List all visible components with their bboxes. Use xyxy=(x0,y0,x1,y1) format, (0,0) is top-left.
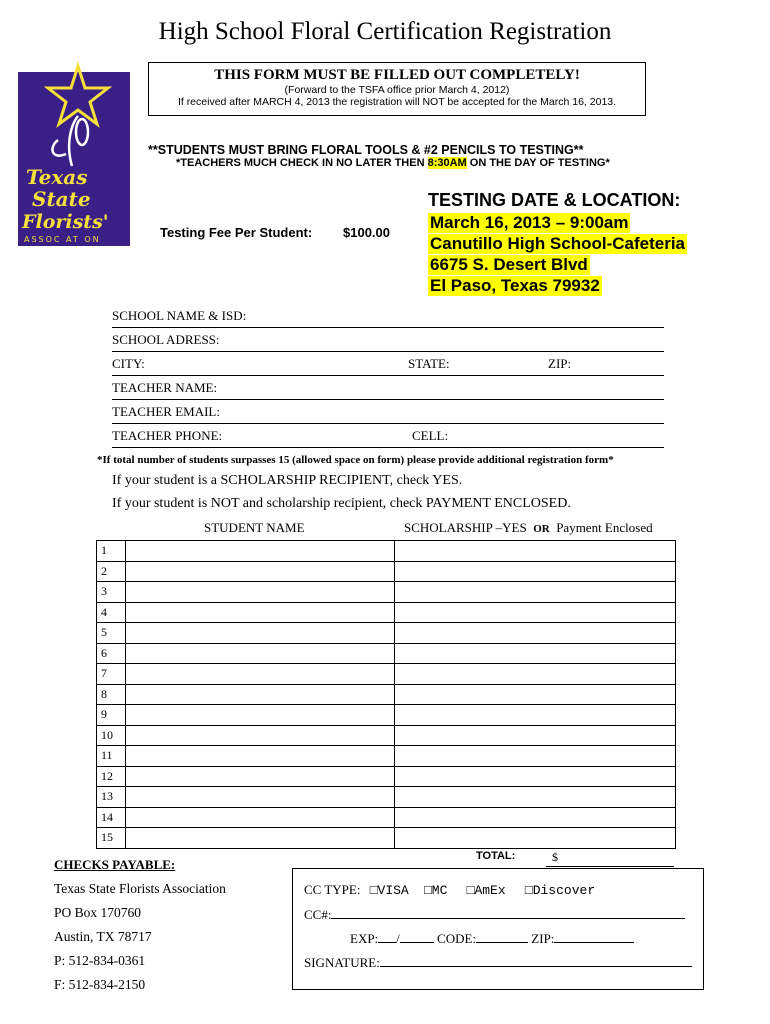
instruction-scholarship: If your student is a SCHOLARSHIP RECIPIENT, check YES. xyxy=(112,473,463,488)
testing-place: Canutillo High School-Cafeteria xyxy=(430,234,686,253)
table-row xyxy=(97,828,676,849)
fee-label: Testing Fee Per Student: xyxy=(160,225,313,240)
cc-option-mc[interactable]: □MC xyxy=(423,883,448,898)
code-line[interactable] xyxy=(476,930,528,943)
cell-label: CELL: xyxy=(412,428,449,443)
signature-line[interactable] xyxy=(380,954,692,967)
logo-text-3: Florists' xyxy=(22,211,109,233)
scholarship-cell[interactable] xyxy=(395,561,676,582)
signature-label: SIGNATURE: xyxy=(304,955,380,970)
student-name-cell[interactable] xyxy=(126,725,395,746)
teacher-name-label: TEACHER NAME: xyxy=(112,380,218,395)
instruction-line-1: THIS FORM MUST BE FILLED OUT COMPLETELY! xyxy=(214,67,580,83)
student-name-cell[interactable] xyxy=(126,541,395,562)
checks-line-4: P: 512-834-0361 xyxy=(54,953,146,968)
row-number: 15 xyxy=(97,828,126,849)
instruction-line-2: (Forward to the TSFA office prior March 4, 2012) xyxy=(284,84,510,96)
code-label: CODE: xyxy=(437,931,477,946)
cc-zip-label: ZIP: xyxy=(531,931,555,946)
school-name-field[interactable] xyxy=(112,304,664,328)
teachers-notice-pre: *TEACHERS MUCH CHECK IN NO LATER THEN xyxy=(176,157,428,169)
table-row xyxy=(97,561,676,582)
col-scholarship-label: SCHOLARSHIP –YES xyxy=(404,520,527,535)
zip-label: ZIP: xyxy=(548,356,572,371)
row-number: 12 xyxy=(97,766,126,787)
exp-month-line[interactable] xyxy=(378,930,396,943)
checks-line-5: F: 512-834-2150 xyxy=(54,977,146,992)
students-notice: **STUDENTS MUST BRING FLORAL TOOLS & #2 PENCILS TO TESTING** xyxy=(148,143,584,157)
school-name-label: SCHOOL NAME & ISD: xyxy=(112,308,247,323)
row-number: 11 xyxy=(97,746,126,767)
teacher-phone-field[interactable] xyxy=(112,424,664,448)
overflow-warning: *If total number of students surpasses 15 (allowed space on form) please provide additional registration form* xyxy=(97,454,614,466)
row-number: 13 xyxy=(97,787,126,808)
teacher-email-field[interactable] xyxy=(112,400,664,424)
student-name-cell[interactable] xyxy=(126,787,395,808)
student-name-cell[interactable] xyxy=(126,561,395,582)
table-row xyxy=(97,582,676,603)
cc-number-line[interactable] xyxy=(331,906,685,919)
row-number: 14 xyxy=(97,807,126,828)
instruction-line-3: If received after MARCH 4, 2013 the registration will NOT be accepted for the March 16, 2013. xyxy=(177,96,617,108)
col-student-name: STUDENT NAME xyxy=(204,520,305,535)
table-row xyxy=(97,541,676,562)
cc-number-label: CC#: xyxy=(304,907,332,922)
cc-type-row xyxy=(304,882,595,898)
scholarship-cell[interactable] xyxy=(395,643,676,664)
checks-line-2: PO Box 170760 xyxy=(54,905,142,920)
exp-year-line[interactable] xyxy=(400,930,434,943)
scholarship-cell[interactable] xyxy=(395,602,676,623)
col-or: OR xyxy=(533,523,550,535)
city-label: CITY: xyxy=(112,356,145,371)
cc-type-label: CC TYPE: xyxy=(304,882,361,897)
table-row xyxy=(97,705,676,726)
student-name-cell[interactable] xyxy=(126,766,395,787)
row-number: 4 xyxy=(97,602,126,623)
table-row xyxy=(97,643,676,664)
scholarship-cell[interactable] xyxy=(395,541,676,562)
scholarship-cell[interactable] xyxy=(395,664,676,685)
row-number: 10 xyxy=(97,725,126,746)
total-label: TOTAL: xyxy=(476,850,516,862)
exp-separator: / xyxy=(396,931,400,946)
teachers-checkin-time: 8:30AM xyxy=(427,157,467,169)
scholarship-cell[interactable] xyxy=(395,807,676,828)
scholarship-cell[interactable] xyxy=(395,582,676,603)
scholarship-cell[interactable] xyxy=(395,684,676,705)
row-number: 8 xyxy=(97,684,126,705)
page-title: High School Floral Certification Registration xyxy=(158,18,612,45)
scholarship-cell[interactable] xyxy=(395,623,676,644)
scholarship-cell[interactable] xyxy=(395,705,676,726)
cc-option-discover[interactable]: □Discover xyxy=(524,883,596,898)
col-payment: Payment Enclosed xyxy=(556,520,653,535)
table-row xyxy=(97,807,676,828)
instruction-box xyxy=(148,62,646,116)
scholarship-cell[interactable] xyxy=(395,746,676,767)
student-name-cell[interactable] xyxy=(126,582,395,603)
student-name-cell[interactable] xyxy=(126,705,395,726)
testing-city: El Paso, Texas 79932 xyxy=(430,276,600,295)
fee-value: $100.00 xyxy=(343,225,390,240)
testing-heading: TESTING DATE & LOCATION: xyxy=(428,190,681,210)
signature-row[interactable] xyxy=(304,954,692,971)
teacher-phone-label: TEACHER PHONE: xyxy=(112,428,223,443)
row-number: 6 xyxy=(97,643,126,664)
testing-date: March 16, 2013 – 9:00am xyxy=(430,213,629,232)
total-field[interactable] xyxy=(546,850,674,867)
table-row xyxy=(97,746,676,767)
school-address-label: SCHOOL ADRESS: xyxy=(112,332,220,347)
scholarship-cell[interactable] xyxy=(395,766,676,787)
table-row xyxy=(97,725,676,746)
cc-option-visa[interactable]: □VISA xyxy=(369,883,409,898)
cc-exp-row xyxy=(350,930,634,947)
total-currency: $ xyxy=(552,850,558,864)
teacher-name-field[interactable] xyxy=(112,376,664,400)
logo-text-4: ASSOC AT ON xyxy=(24,235,101,244)
state-label: STATE: xyxy=(408,356,450,371)
row-number: 5 xyxy=(97,623,126,644)
checks-line-3: Austin, TX 78717 xyxy=(54,929,152,944)
student-name-cell[interactable] xyxy=(126,828,395,849)
teachers-notice-post: ON THE DAY OF TESTING* xyxy=(466,157,610,169)
city-state-zip-field[interactable] xyxy=(112,352,664,376)
row-number: 2 xyxy=(97,561,126,582)
scholarship-cell[interactable] xyxy=(395,828,676,849)
student-name-cell[interactable] xyxy=(126,807,395,828)
student-name-cell[interactable] xyxy=(126,643,395,664)
table-row xyxy=(97,787,676,808)
scholarship-cell[interactable] xyxy=(395,725,676,746)
checks-line-1: Texas State Florists Association xyxy=(54,881,226,896)
checks-heading: CHECKS PAYABLE: xyxy=(54,857,176,872)
cc-number-row[interactable] xyxy=(304,906,685,923)
teachers-notice xyxy=(176,157,610,169)
student-name-cell[interactable] xyxy=(126,623,395,644)
student-name-cell[interactable] xyxy=(126,684,395,705)
student-name-cell[interactable] xyxy=(126,746,395,767)
instruction-payment: If your student is NOT and scholarship recipient, check PAYMENT ENCLOSED. xyxy=(112,496,571,511)
scholarship-cell[interactable] xyxy=(395,787,676,808)
tsfa-logo xyxy=(18,56,136,246)
testing-address: 6675 S. Desert Blvd xyxy=(430,255,588,274)
row-number: 3 xyxy=(97,582,126,603)
teacher-email-label: TEACHER EMAIL: xyxy=(112,404,220,419)
student-name-cell[interactable] xyxy=(126,664,395,685)
student-table xyxy=(96,540,676,849)
row-number: 9 xyxy=(97,705,126,726)
table-row xyxy=(97,664,676,685)
table-row xyxy=(97,766,676,787)
row-number: 7 xyxy=(97,664,126,685)
table-row xyxy=(97,623,676,644)
cc-option-amex[interactable]: □AmEx xyxy=(466,883,506,898)
logo-text-2: State xyxy=(32,187,91,211)
table-row xyxy=(97,684,676,705)
row-number: 1 xyxy=(97,541,126,562)
exp-label: EXP: xyxy=(350,931,379,946)
col-scholarship xyxy=(404,520,653,536)
cc-zip-line[interactable] xyxy=(554,930,634,943)
student-name-cell[interactable] xyxy=(126,602,395,623)
school-address-field[interactable] xyxy=(112,328,664,352)
logo-text-1: Texas xyxy=(26,165,88,189)
table-row xyxy=(97,602,676,623)
